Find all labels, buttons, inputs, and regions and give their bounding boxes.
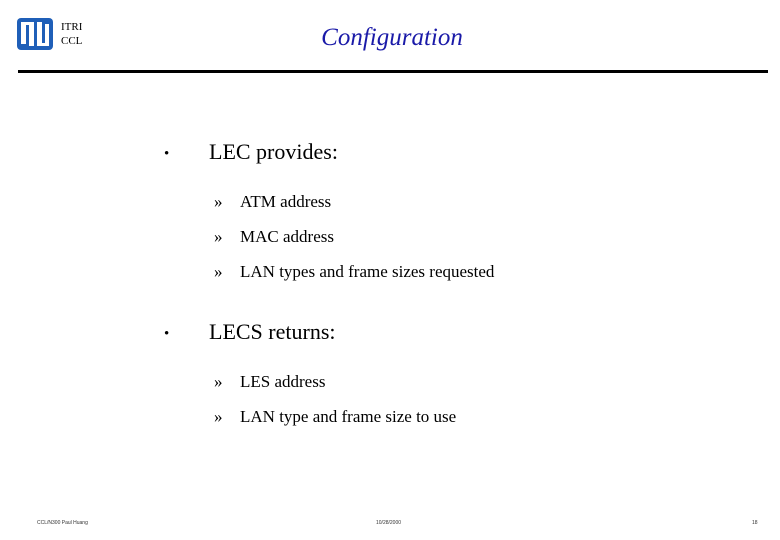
footer-date: 10/28/2000 [376,520,402,526]
footer-author: CCL/N300 Paul Huang [37,520,88,526]
sub-list [164,191,494,283]
sub-item [164,371,456,393]
bullet-dot-icon: • [164,146,170,162]
sub-item [164,261,494,283]
chevron-marker-icon: » [214,227,223,246]
chevron-marker-icon: » [214,262,223,281]
sub-item-text: LAN types and frame sizes requested [240,262,495,281]
sub-item-text: MAC address [240,227,334,246]
bullet-block-lecs [164,318,456,428]
sub-list [164,371,456,428]
footer-page-number: 18 [752,520,758,526]
chevron-marker-icon: » [214,372,223,391]
bullet-heading [164,138,494,166]
header-divider [18,70,768,73]
org-line-1: ITRI [61,21,83,33]
bullet-block-lec [164,138,494,283]
bullet-heading [164,318,456,346]
chevron-marker-icon: » [214,407,223,426]
sub-item-text: LAN type and frame size to use [240,407,457,426]
chevron-marker-icon: » [214,192,223,211]
sub-item [164,406,456,428]
sub-item-text: ATM address [240,192,332,211]
bullet-heading-text: LEC provides: [209,139,338,164]
bullet-dot-icon: • [164,326,170,342]
bullet-heading-text: LECS returns: [209,319,336,344]
slide-title: Configuration [321,24,463,51]
sub-item-text: LES address [240,372,326,391]
sub-item [164,226,494,248]
sub-item [164,191,494,213]
org-line-2: CCL [61,35,83,47]
